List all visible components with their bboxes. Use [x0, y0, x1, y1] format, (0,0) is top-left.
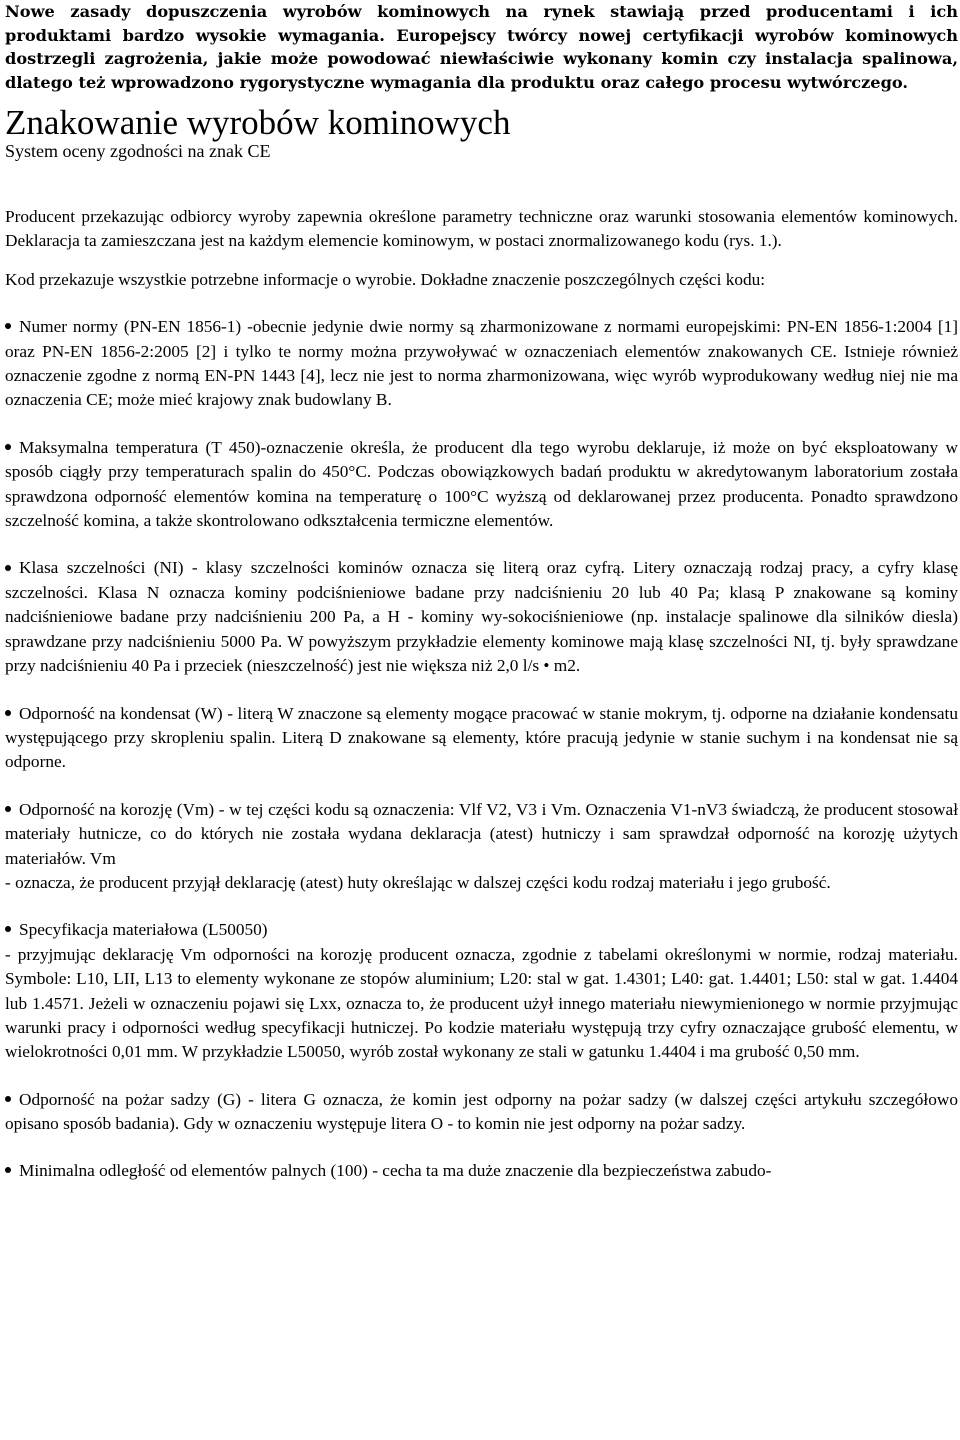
bullet-icon: [5, 565, 11, 571]
intro-paragraph: Nowe zasady dopuszczenia wyrobów kominowych na rynek stawiają przed producentami i ich produktami bardzo wysokie wymagania. Europejscy twórcy nowej certyfikacji wyrobów kominowych dostrzegli zagrożenia, jakie może powodować niewłaściwie wykonany komin czy instalacja spalinowa, dlatego też wprowadzono rygorystyczne wymagania dla produktu oraz całego procesu wytwórczego.: [5, 2, 958, 92]
bullet-icon: [5, 444, 11, 450]
list-item-continuation: - przyjmując deklarację Vm odporności na korozję producent oznacza, zgodnie z tabelami określonymi w normie, rodzaj materiału. Symbole: L10, LII, L13 to elementy wykonane ze stopów aluminium; L20: stal w gat. 1.4301; L40: gat. 1.4401; L50: stal w gat. 1.4404 lub 1.4571. Jeżeli w oznaczeniu pojawi się Lxx, oznacza to, że producent użył innego materiału niewymienionego w normie przyjmując warunki pracy i odporności według specyfikacji hutniczej. Po kodzie materiału występują trzy cyfry oznaczające grubość elementu, w wielokrotności 0,01 mm. W przykładzie L50050, wyrób został wykonany ze stali w gatunku 1.4404 i ma grubość 0,50 mm.: [5, 944, 958, 1062]
bullet-icon: [5, 710, 11, 716]
list-item: Numer normy (PN-EN 1856-1) -obecnie jedynie dwie normy są zharmonizowane z normami europejskimi: PN-EN 1856-1:2004 [1] oraz PN-EN 1856-2:2005 [2] i tylko te normy można przywoływać w oznaczeniach elementów znakowanych CE. Istnieje również oznaczenie zgodne z normą EN-PN 1443 [4], lecz nie jest to norma zharmonizowana, więc wyrób wyprodukowany według niej nie ma oznaczenia CE; może mieć krajowy znak budowlany B.: [5, 317, 958, 410]
bullet-icon: [5, 323, 11, 329]
list-item: Klasa szczelności (NI) - klasy szczelności kominów oznacza się literą oraz cyfrą. Litery oznaczają rodzaj pracy, a cyfry klasę szczelności. Klasa N oznacza kominy podciśnieniowe badane przy nadciśnieniu 20 lub 40 Pa; klasą P znakowane są kominy nadciśnieniowe badane przy nadciśnieniu 200 Pa, a H - kominy wy-sokociśnieniowe (np. instalacje spalinowe dla silników diesla) sprawdzane przy nadciśnieniu 5000 Pa. W powyższym przykładzie elementy kominowe mają klasę szczelności NI, tj. były sprawdzane przy nadciśnieniu 40 Pa i przeciek (nieszczelność) jest nie większa niż 2,0 l/s • m2.: [5, 558, 958, 676]
list-item: Odporność na pożar sadzy (G) - litera G oznacza, że komin jest odporny na pożar sadzy (w dalszej części artykułu szczegółowo opisano sposób badania). Gdy w oznaczeniu występuje litera O - to komin nie jest odporny na pożar sadzy.: [5, 1089, 958, 1134]
list-item: Odporność na korozję (Vm) - w tej części kodu są oznaczenia: Vlf V2, V3 i Vm. Oznaczenia V1-nV3 świadczą, że producent stosował materiały hutnicze, co do których nie została wydana deklaracja (atest) hutniczy i sam sprawdzał odporność na korozję użytych materiałów. Vm - oznacza, że producent przyjął deklarację (atest) huty określając w dalszej części kodu rodzaj materiału i jego grubość.: [5, 798, 958, 896]
document-page: [5, 0, 958, 1183]
bullet-list: [5, 315, 958, 1183]
bullet-icon: [5, 926, 11, 932]
list-item: Specyfikacja materiałowa (L50050) - przyjmując deklarację Vm odporności na korozję producent oznacza, zgodnie z tabelami określonymi w normie, rodzaj materiału. Symbole: L10, LII, L13 to elementy wykonane ze stopów aluminium; L20: stal w gat. 1.4301; L40: gat. 1.4401; L50: stal w gat. 1.4404 lub 1.4571. Jeżeli w oznaczeniu pojawi się Lxx, oznacza to, że producent użył innego materiału niewymienionego w normie przyjmując warunki pracy i odporności według specyfikacji hutniczej. Po kodzie materiału występują trzy cyfry oznaczające grubość elementu, w wielokrotności 0,01 mm. W przykładzie L50050, wyrób został wykonany ze stali w gatunku 1.4404 i ma grubość 0,50 mm.: [5, 918, 958, 1064]
bullet-icon: [5, 806, 11, 812]
paragraph-code-intro: Kod przekazuje wszystkie potrzebne informacje o wyrobie. Dokładne znaczenie poszczególnych części kodu:: [5, 269, 766, 289]
bullet-icon: [5, 1096, 11, 1102]
list-item: Minimalna odległość od elementów palnych (100) - cecha ta ma duże znaczenie dla bezpieczeństwa zabudo-: [5, 1159, 958, 1183]
bullet-icon: [5, 1167, 11, 1173]
list-item-continuation: - oznacza, że producent przyjął deklarację (atest) huty określając w dalszej części kodu rodzaj materiału i jego grubość.: [5, 872, 831, 892]
paragraph-producer: Producent przekazując odbiorcy wyroby zapewnia określone parametry techniczne oraz warunki stosowania elementów kominowych. Deklaracja ta zamieszczana jest na każdym elemencie kominowym, w postaci znormalizowanego kodu (rys. 1.).: [5, 207, 958, 251]
list-item: Maksymalna temperatura (T 450)-oznaczenie określa, że producent dla tego wyrobu deklaruje, iż może on być eksploatowany w sposób ciągły przy temperaturach spalin do 450°C. Podczas obowiązkowych badań produktu w akredytowanym laboratorium została sprawdzona odporność elementów komina na temperaturę o 100°C wyższą od deklarowanej przez producenta. Ponadto sprawdzono szczelność komina, a także skontrolowano odkształcenia termiczne elementów.: [5, 437, 958, 531]
article-heading: Znakowanie wyrobów kominowych: [5, 103, 511, 142]
article-subheading: System oceny zgodności na znak CE: [5, 141, 271, 161]
list-item: Odporność na kondensat (W) - literą W znaczone są elementy mogące pracować w stanie mokrym, tj. odporne na działanie kondensatu występującego przy skropleniu spalin. Literą D znakowane są elementy, które pracują jedynie w stanie suchym i na kondensat nie są odporne.: [5, 703, 958, 772]
